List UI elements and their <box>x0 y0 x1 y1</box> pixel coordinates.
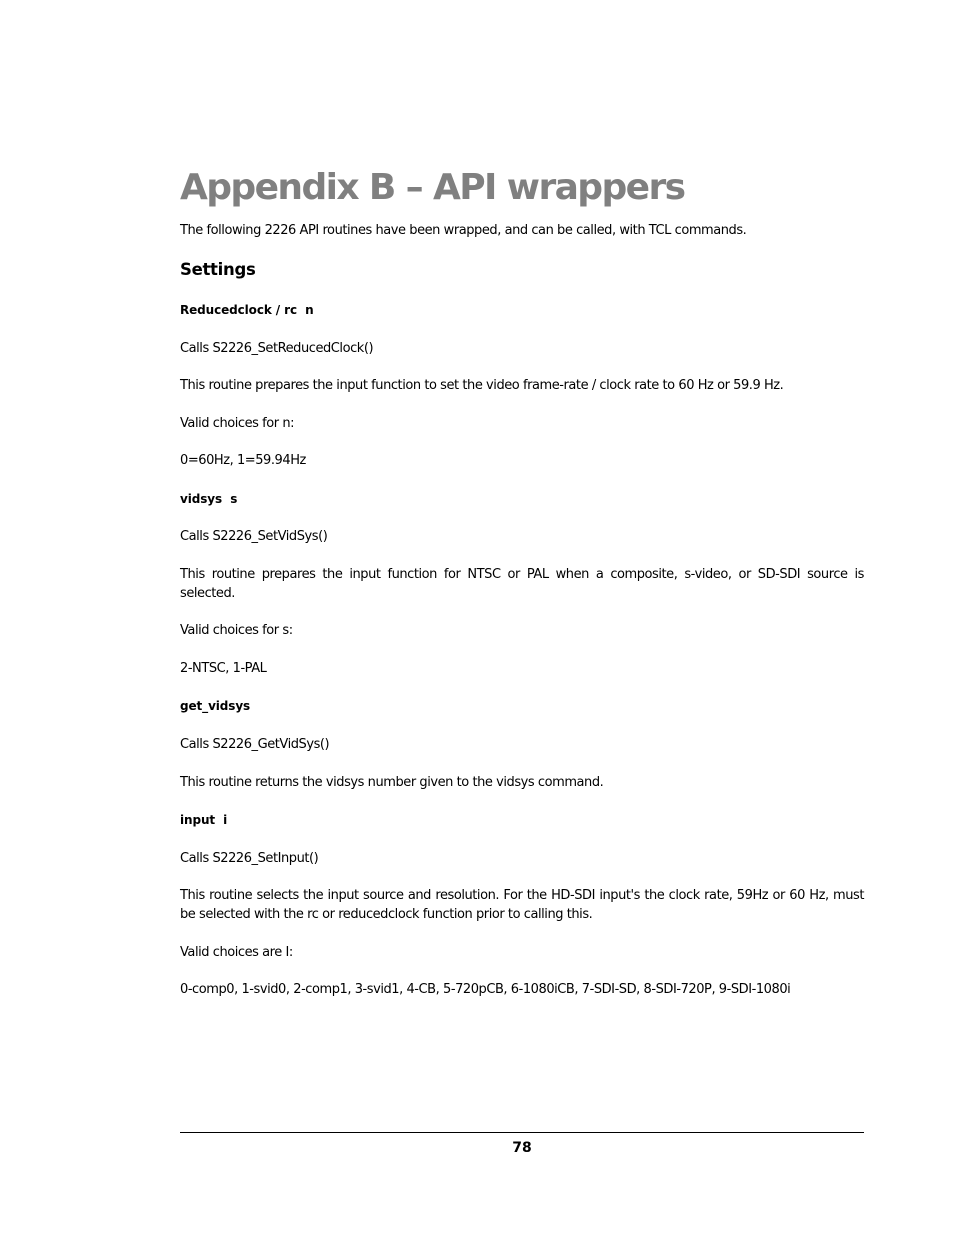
document-page <box>180 0 864 1235</box>
intro-paragraph: The following 2226 API routines have been wrapped, and can be called, with TCL commands. <box>180 223 747 238</box>
command-name-input: input i <box>180 813 228 827</box>
footer-divider <box>180 1132 864 1133</box>
command-calls-get-vidsys: Calls S2226_GetVidSys() <box>180 737 330 752</box>
choices-values-reducedclock: 0=60Hz, 1=59.94Hz <box>180 453 306 468</box>
command-name-reducedclock: Reducedclock / rc n <box>180 303 314 317</box>
command-calls-reducedclock: Calls S2226_SetReducedClock() <box>180 341 374 356</box>
command-name-get-vidsys: get_vidsys <box>180 699 251 713</box>
page-title: Appendix B – API wrappers <box>180 167 685 208</box>
command-calls-input: Calls S2226_SetInput() <box>180 851 319 866</box>
choices-label-input: Valid choices are I: <box>180 945 293 960</box>
page-number: 78 <box>512 1140 532 1156</box>
choices-label-vidsys: Valid choices for s: <box>180 623 293 638</box>
choices-values-vidsys: 2-NTSC, 1-PAL <box>180 661 267 676</box>
command-description-get-vidsys: This routine returns the vidsys number given to the vidsys command. <box>180 775 604 790</box>
section-heading-settings: Settings <box>180 260 256 279</box>
choices-label-reducedclock: Valid choices for n: <box>180 416 295 431</box>
command-description-reducedclock: This routine prepares the input function to set the video frame-rate / clock rate to 60 Hz or 59.9 Hz. <box>180 378 784 393</box>
choices-values-input: 0-comp0, 1-svid0, 2-comp1, 3-svid1, 4-CB, 5-720pCB, 6-1080iCB, 7-SDI-SD, 8-SDI-720P, 9-SDI-1080i <box>180 982 791 997</box>
command-description-vidsys: This routine prepares the input function for NTSC or PAL when a composite, s-video, or SD-SDI source is selected. <box>180 567 864 601</box>
command-description-input: This routine selects the input source and resolution. For the HD-SDI input's the clock rate, 59Hz or 60 Hz, must be selected with the rc or reducedclock function prior to calling this. <box>180 888 864 922</box>
command-calls-vidsys: Calls S2226_SetVidSys() <box>180 529 328 544</box>
command-name-vidsys: vidsys s <box>180 492 238 506</box>
